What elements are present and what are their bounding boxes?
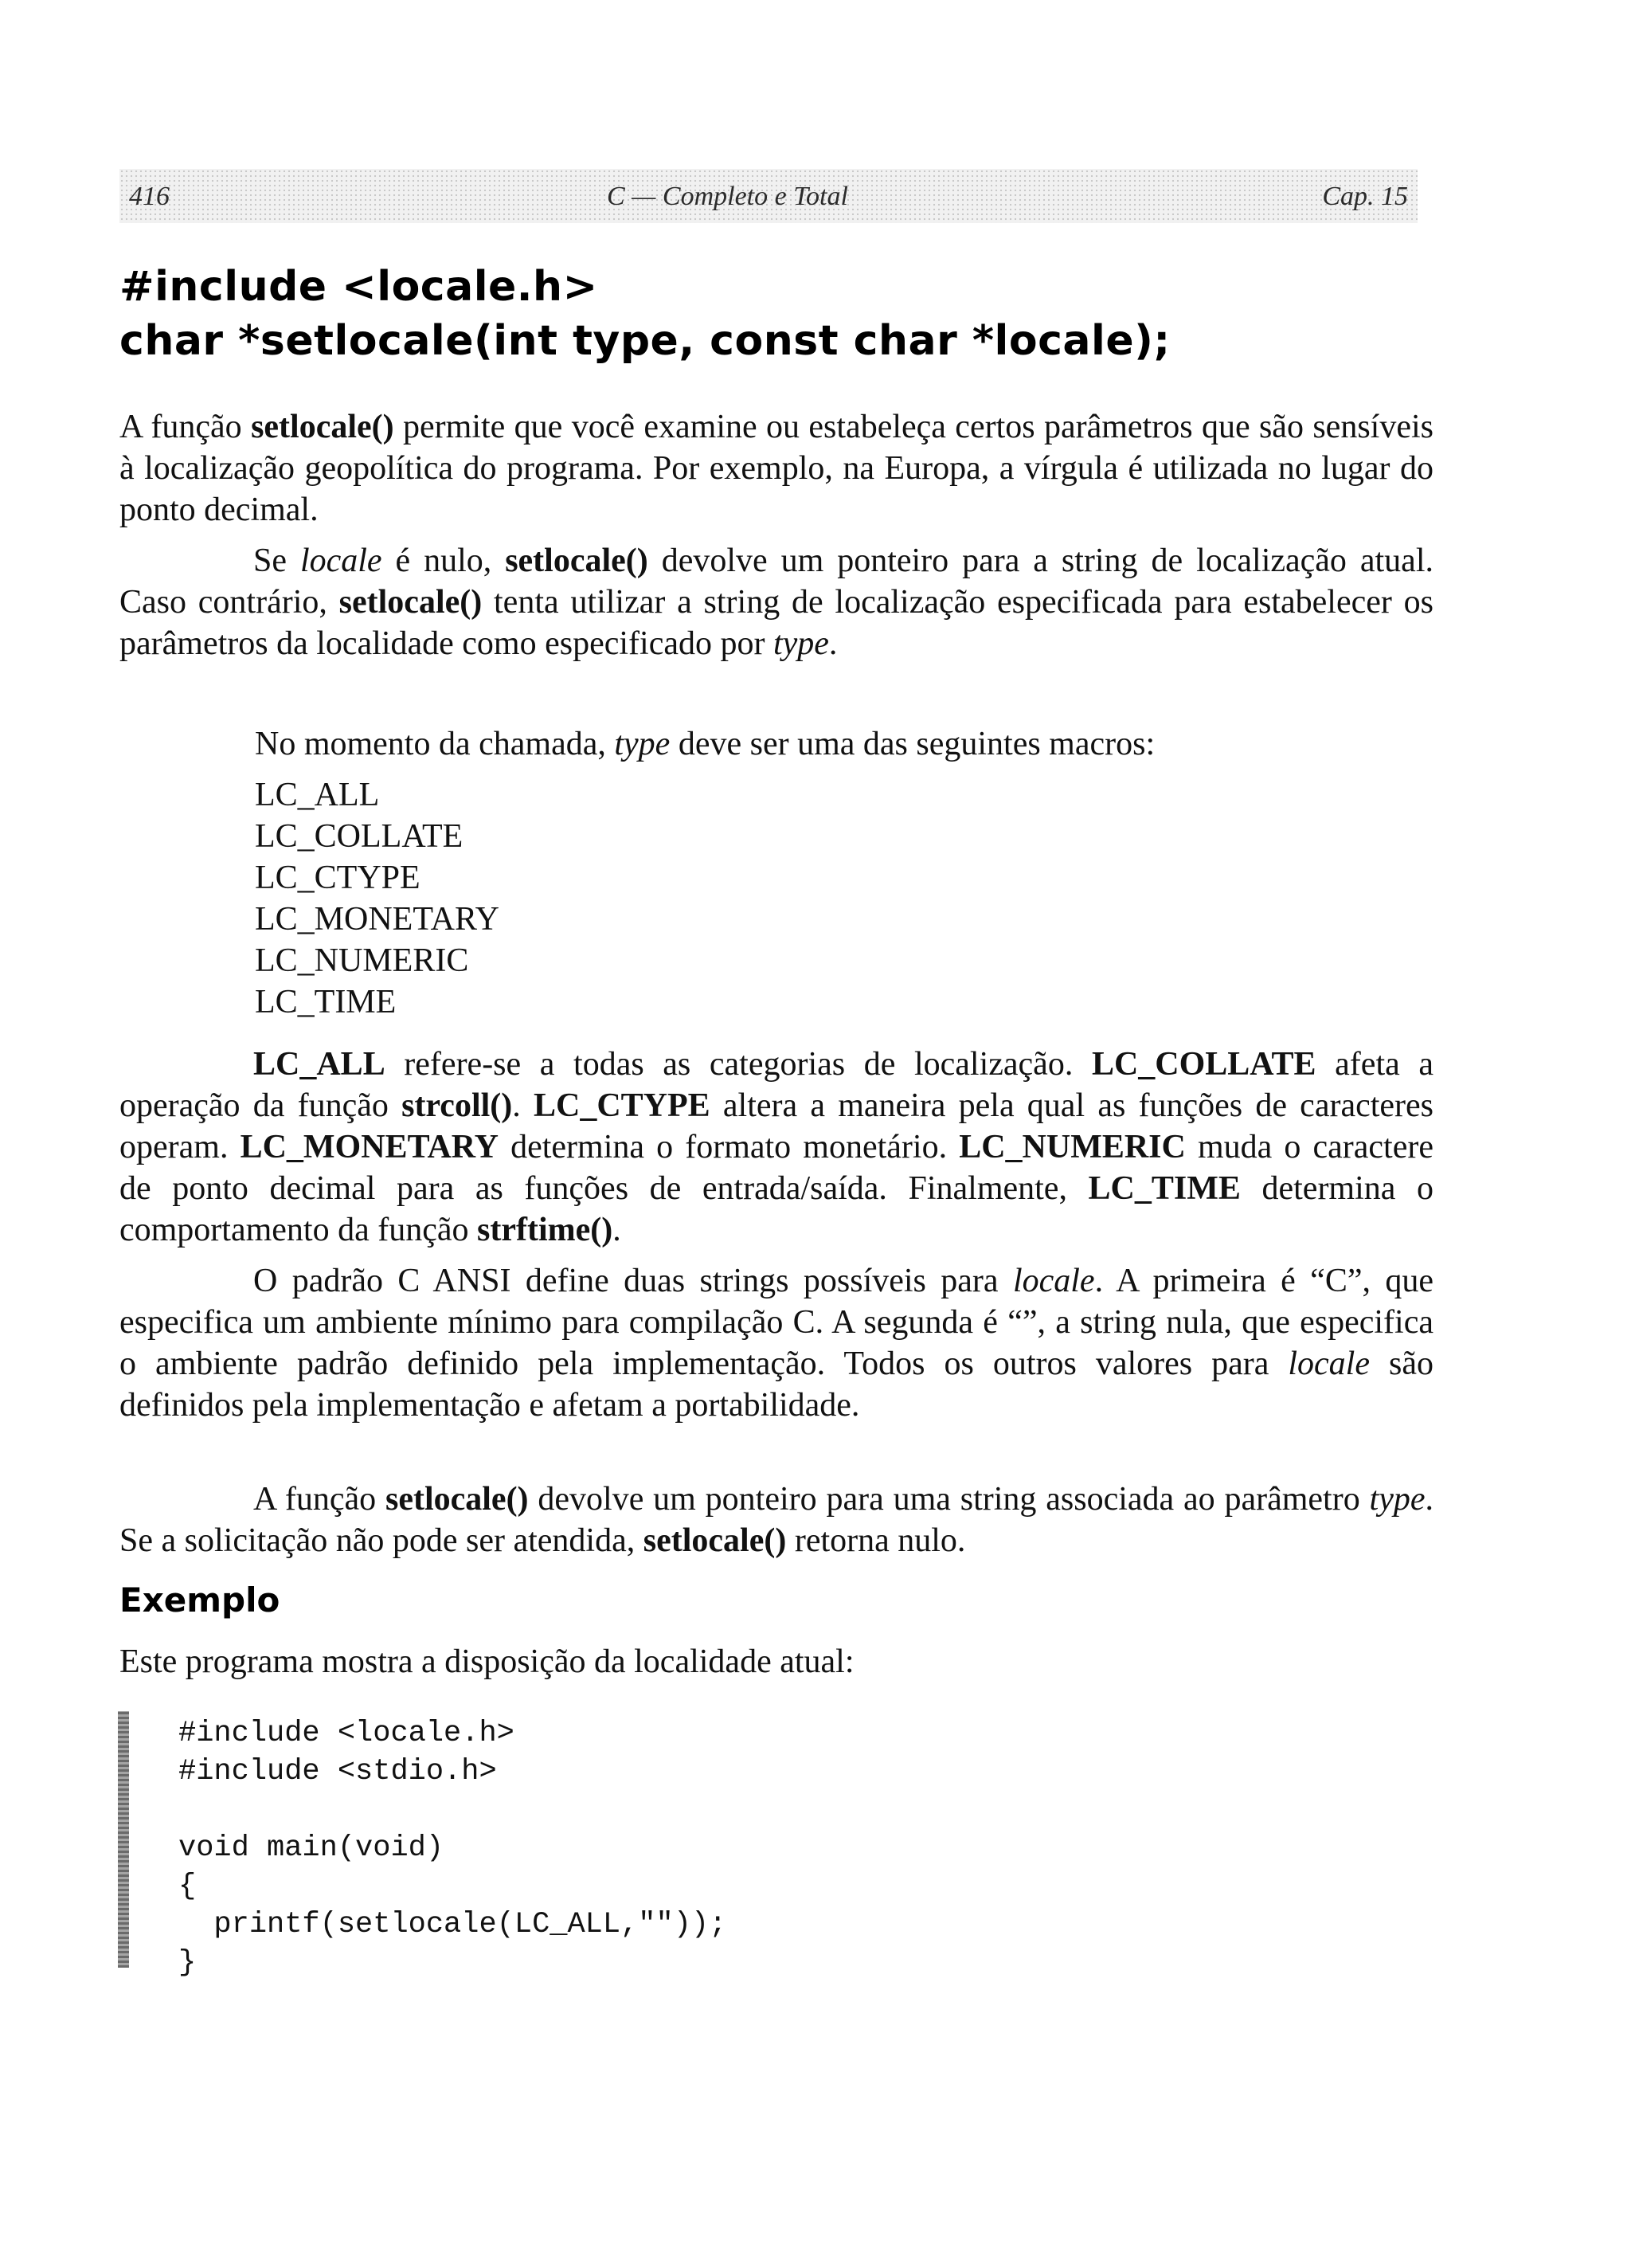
paragraph-description: A função setlocale() permite que você examine ou estabeleça certos parâmetros que são sensíveis à localização geopolítica do programa. Por exemplo, na Europa, a vírgula é utilizada no lugar do ponto decimal. bbox=[119, 409, 1433, 528]
param-ref: locale bbox=[1288, 1346, 1370, 1382]
macro-item: LC_CTYPE bbox=[255, 860, 420, 896]
paragraph-macro-descriptions: LC_ALL refere-se a todas as categorias de localização. LC_COLLATE afeta a operação da função strcoll(). LC_CTYPE altera a maneira pela qual as funções de caracteres operam. LC_MONETARY determina o formato monetário. LC_NUMERIC muda o caractere de ponto decimal para as funções de entrada/saída. Finalmente, LC_TIME determina o comportamento da função strftime(). bbox=[119, 1046, 1434, 1248]
function-ref: setlocale() bbox=[251, 409, 394, 445]
macro-item: LC_MONETARY bbox=[255, 901, 499, 938]
macro-item: LC_COLLATE bbox=[255, 818, 463, 855]
book-title: C — Completo e Total bbox=[607, 182, 848, 211]
paragraph-return-value: A função setlocale() devolve um ponteiro para uma string associada ao parâmetro type. Se a solicitação não pode ser atendida, setlocale() retorna nulo. bbox=[119, 1481, 1433, 1559]
param-ref: type bbox=[1369, 1481, 1426, 1518]
example-intro: Este programa mostra a disposição da localidade atual: bbox=[119, 1643, 855, 1680]
paragraph-null-locale: Se locale é nulo, setlocale() devolve um ponteiro para a string de localização atual. Caso contrário, setlocale() tenta utilizar a string de localização especificada para estabelecer os parâmetros da localidade como especificado por type. bbox=[119, 543, 1434, 662]
function-signature-include: #include <locale.h> bbox=[119, 263, 598, 311]
param-ref: locale bbox=[1012, 1263, 1095, 1299]
code-listing: #include <locale.h> #include <stdio.h> void main(void) { printf(setlocale(LC_ALL,"")); } bbox=[178, 1717, 727, 1980]
code-margin-bar bbox=[118, 1711, 129, 1968]
function-ref: setlocale() bbox=[385, 1481, 529, 1518]
macro-item: LC_NUMERIC bbox=[255, 942, 469, 979]
macro-item: LC_ALL bbox=[255, 777, 380, 813]
macro-ref: LC_MONETARY bbox=[240, 1129, 499, 1165]
macro-list bbox=[255, 774, 499, 1023]
paragraph-macros-intro: No momento da chamada, type deve ser uma das seguintes macros: bbox=[255, 726, 1156, 762]
section-heading-example: Exemplo bbox=[119, 1581, 280, 1620]
function-ref: setlocale() bbox=[338, 584, 483, 621]
page-number: 416 bbox=[129, 182, 170, 211]
macro-ref: LC_ALL bbox=[253, 1046, 385, 1083]
chapter-label: Cap. 15 bbox=[1322, 182, 1408, 211]
function-signature-prototype: char *setlocale(int type, const char *locale); bbox=[119, 317, 1171, 365]
function-ref: setlocale() bbox=[643, 1522, 787, 1559]
running-header bbox=[119, 169, 1418, 223]
macro-item: LC_TIME bbox=[255, 984, 397, 1020]
macro-ref: LC_COLLATE bbox=[1091, 1046, 1316, 1083]
macro-ref: LC_NUMERIC bbox=[959, 1129, 1186, 1165]
macro-ref: LC_CTYPE bbox=[533, 1087, 710, 1124]
paragraph-ansi-locales: O padrão C ANSI define duas strings possíveis para locale. A primeira é “C”, que especifica um ambiente mínimo para compilação C. A segunda é “”, a string nula, que especifica o ambiente padrão definido pela implementação. Todos os outros valores para locale são definidos pela implementação e afetam a portabilidade. bbox=[119, 1263, 1433, 1424]
param-ref: type bbox=[614, 726, 671, 762]
function-ref: strcoll() bbox=[401, 1087, 513, 1124]
function-ref: strftime() bbox=[477, 1212, 613, 1248]
param-ref: type bbox=[772, 625, 829, 662]
param-ref: locale bbox=[299, 543, 382, 579]
macro-ref: LC_TIME bbox=[1088, 1170, 1241, 1207]
function-ref: setlocale() bbox=[505, 543, 648, 579]
